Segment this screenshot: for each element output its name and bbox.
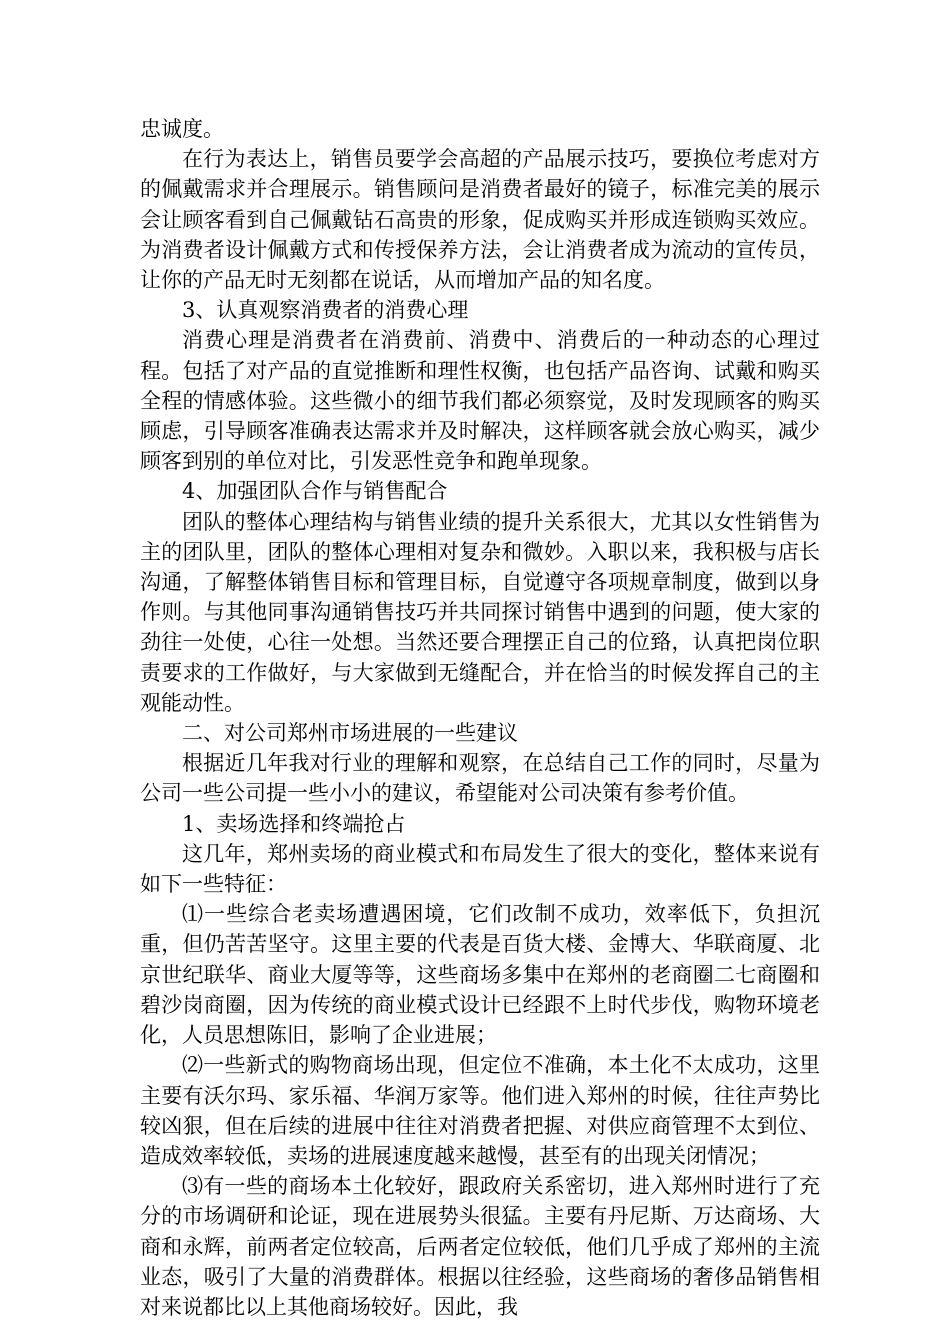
paragraph-item-3: ⑶有一些的商场本土化较好，跟政府关系密切，进入郑州时进行了充分的市场调研和论证，现在进展势头很猛。主要有丹尼斯、万达商场、大商和永辉，前两者定位较高，后两者定位较低，他们几乎成了郑州的主流业态，吸引了大量的消费群体。根据以往经验，这些商场的奢侈品销售相对来说都比以上其他商场较好。因此，我: [140, 1174, 820, 1319]
paragraph-display-skills: 在行为表达上，销售员要学会高超的产品展示技巧，要换位考虑对方的佩戴需求并合理展示。销售顾问是消费者最好的镜子，标准完美的展示会让顾客看到自己佩戴钻石高贵的形象，促成购买并形成连锁购买效应。为消费者设计佩戴方式和传授保养方法，会让消费者成为流动的宣传员，让你的产品无时无刻都在说话，从而增加产品的知名度。: [140, 147, 820, 293]
paragraph-consumer-psychology: 消费心理是消费者在消费前、消费中、消费后的一种动态的心理过程。包括了对产品的直觉推断和理性权衡，也包括产品咨询、试戴和购买全程的情感体验。这些微小的细节我们都必须察觉，及时发现顾客的购买顾虑，引导顾客准确表达需求并及时解决，这样顾客就会放心购买，减少顾客到别的单位对比，引发恶性竞争和跑单现象。: [140, 328, 820, 474]
paragraph-market-changes: 这几年，郑州卖场的商业模式和布局发生了很大的变化，整体来说有如下一些特征：: [140, 841, 820, 897]
paragraph-continuation: 忠诚度。: [140, 117, 224, 141]
chapter-heading-2: 二、对公司郑州市场进展的一些建议: [182, 721, 518, 746]
paragraph-team-cooperation: 团队的整体心理结构与销售业绩的提升关系很大，尤其以女性销售为主的团队里，团队的整体心理相对复杂和微妙。入职以来，我积极与店长沟通，了解整体销售目标和管理目标，自觉遵守各项规章制度，做到以身作则。与其他同事沟通销售技巧并共同探讨销售中遇到的问题，使大家的劲往一处使，心往一处想。当然还要合理摆正自己的位臵，认真把岗位职责要求的工作做好，与大家做到无缝配合，并在恰当的时候发挥自己的主观能动性。: [140, 509, 820, 715]
section-heading-4: 4、加强团队合作与销售配合: [182, 479, 448, 504]
section-heading-3: 3、认真观察消费者的消费心理: [182, 298, 469, 323]
document-page: [140, 114, 820, 1322]
section-heading-1: 1、卖场选择和终端抢占: [182, 811, 406, 836]
paragraph-suggestions-intro: 根据近几年我对行业的理解和观察，在总结自己工作的同时，尽量为公司一些公司提一些小小的建议，希望能对公司决策有参考价值。: [140, 751, 820, 806]
paragraph-item-2: ⑵一些新式的购物商场出现，但定位不准确，本土化不太成功，这里主要有沃尔玛、家乐福、华润万家等。他们进入郑州的时候，往往声势比较凶狠，但在后续的进展中往往对消费者把握、对供应商管理不太到位、造成效率较低，卖场的进展速度越来越慢，甚至有的出现关闭情况；: [140, 1053, 820, 1168]
paragraph-item-1: ⑴一些综合老卖场遭遇困境，它们改制不成功，效率低下，负担沉重，但仍苦苦坚守。这里主要的代表是百货大楼、金博大、华联商厦、北京世纪联华、商业大厦等等，这些商场多集中在郑州的老商圈二七商圈和碧沙岗商圈，因为传统的商业模式设计已经跟不上时代步伐，购物环境老化，人员思想陈旧，影响了企业进展；: [140, 902, 820, 1048]
